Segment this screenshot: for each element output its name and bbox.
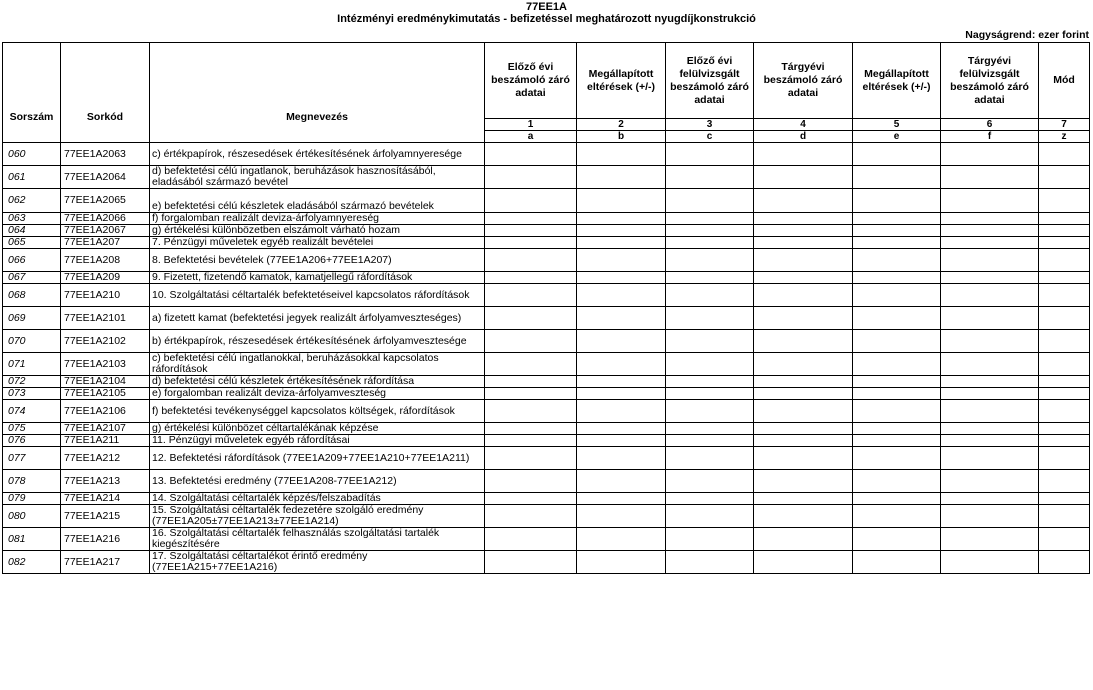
row-serial: 081 (3, 528, 61, 551)
data-cell-col-7[interactable] (1039, 330, 1090, 353)
col-header-name: Megnevezés (150, 43, 485, 143)
row-code: 77EE1A2103 (61, 353, 150, 376)
data-cell-col-2[interactable] (577, 400, 666, 423)
row-name: 15. Szolgáltatási céltartalék fedezetére szolgáló eredmény (77EE1A205±77EE1A213±77EE1A214) (150, 505, 485, 528)
data-cell-col-4[interactable] (754, 505, 853, 528)
column-number: 5 (853, 119, 941, 131)
row-serial: 080 (3, 505, 61, 528)
data-cell-col-3[interactable] (666, 213, 754, 225)
data-cell-col-7[interactable] (1039, 528, 1090, 551)
data-cell-col-2[interactable] (577, 551, 666, 574)
data-cell-col-7[interactable] (1039, 493, 1090, 505)
data-cell-col-2[interactable] (577, 284, 666, 307)
data-cell-col-6[interactable] (941, 376, 1039, 388)
table-row (3, 143, 1090, 166)
data-cell-col-3[interactable] (666, 353, 754, 376)
data-cell-col-6[interactable] (941, 447, 1039, 470)
data-cell-col-5[interactable] (853, 330, 941, 353)
data-cell-col-7[interactable] (1039, 213, 1090, 225)
data-cell-col-6[interactable] (941, 330, 1039, 353)
data-cell-col-5[interactable] (853, 551, 941, 574)
table-row (3, 166, 1090, 189)
data-cell-col-2[interactable] (577, 353, 666, 376)
data-cell-col-3[interactable] (666, 284, 754, 307)
row-name: d) befektetési célú ingatlanok, beruházások hasznosításából, eladásából származó bevétel (150, 166, 485, 189)
data-cell-col-5[interactable] (853, 528, 941, 551)
data-cell-col-1[interactable] (485, 447, 577, 470)
data-cell-col-6[interactable] (941, 213, 1039, 225)
data-cell-col-2[interactable] (577, 423, 666, 435)
data-cell-col-7[interactable] (1039, 225, 1090, 237)
col-header-7: Mód (1039, 43, 1090, 119)
data-cell-col-1[interactable] (485, 528, 577, 551)
data-cell-col-5[interactable] (853, 143, 941, 166)
row-serial: 078 (3, 470, 61, 493)
table-row (3, 435, 1090, 447)
data-cell-col-4[interactable] (754, 353, 853, 376)
row-name: 17. Szolgáltatási céltartalékot érintő eredmény (77EE1A215+77EE1A216) (150, 551, 485, 574)
table-row (3, 284, 1090, 307)
data-cell-col-7[interactable] (1039, 388, 1090, 400)
data-cell-col-1[interactable] (485, 551, 577, 574)
data-cell-col-7[interactable] (1039, 353, 1090, 376)
col-header-3: Előző évi felülvizsgált beszámoló záró adatai (666, 43, 754, 119)
table-row (3, 272, 1090, 284)
data-cell-col-6[interactable] (941, 388, 1039, 400)
row-code: 77EE1A2064 (61, 166, 150, 189)
row-serial: 079 (3, 493, 61, 505)
row-name: 9. Fizetett, fizetendő kamatok, kamatjellegű ráfordítások (150, 272, 485, 284)
data-cell-col-6[interactable] (941, 166, 1039, 189)
row-code: 77EE1A212 (61, 447, 150, 470)
data-cell-col-3[interactable] (666, 551, 754, 574)
data-cell-col-2[interactable] (577, 272, 666, 284)
data-cell-col-4[interactable] (754, 284, 853, 307)
row-code: 77EE1A2101 (61, 307, 150, 330)
data-cell-col-7[interactable] (1039, 551, 1090, 574)
data-cell-col-7[interactable] (1039, 249, 1090, 272)
data-cell-col-4[interactable] (754, 225, 853, 237)
table-row (3, 376, 1090, 388)
col-header-1: Előző évi beszámoló záró adatai (485, 43, 577, 119)
data-cell-col-2[interactable] (577, 166, 666, 189)
form-code: 77EE1A (526, 1, 567, 13)
col-header-4: Tárgyévi beszámoló záró adatai (754, 43, 853, 119)
column-letter: b (577, 131, 666, 143)
table-row (3, 470, 1090, 493)
row-name: 16. Szolgáltatási céltartalék felhasználás szolgáltatási tartalék kiegészítésére (150, 528, 485, 551)
row-name: g) értékelési különbözetben elszámolt várható hozam (150, 225, 485, 237)
row-code: 77EE1A2067 (61, 225, 150, 237)
row-code: 77EE1A207 (61, 237, 150, 249)
row-code: 77EE1A217 (61, 551, 150, 574)
data-cell-col-1[interactable] (485, 307, 577, 330)
data-cell-col-4[interactable] (754, 376, 853, 388)
data-cell-col-1[interactable] (485, 284, 577, 307)
data-cell-col-5[interactable] (853, 435, 941, 447)
row-serial: 068 (3, 284, 61, 307)
data-cell-col-6[interactable] (941, 470, 1039, 493)
row-name: d) befektetési célú készletek értékesítésének ráfordítása (150, 376, 485, 388)
row-code: 77EE1A211 (61, 435, 150, 447)
data-cell-col-6[interactable] (941, 435, 1039, 447)
row-code: 77EE1A213 (61, 470, 150, 493)
table-row (3, 505, 1090, 528)
data-cell-col-5[interactable] (853, 376, 941, 388)
row-serial: 061 (3, 166, 61, 189)
table-row (3, 353, 1090, 376)
row-code: 77EE1A2105 (61, 388, 150, 400)
data-cell-col-4[interactable] (754, 249, 853, 272)
data-cell-col-1[interactable] (485, 330, 577, 353)
data-cell-col-6[interactable] (941, 225, 1039, 237)
data-cell-col-7[interactable] (1039, 272, 1090, 284)
row-name: e) forgalomban realizált deviza-árfolyamveszteség (150, 388, 485, 400)
data-cell-col-3[interactable] (666, 272, 754, 284)
data-cell-col-5[interactable] (853, 447, 941, 470)
data-cell-col-4[interactable] (754, 237, 853, 249)
data-cell-col-6[interactable] (941, 551, 1039, 574)
data-cell-col-6[interactable] (941, 423, 1039, 435)
column-letter: c (666, 131, 754, 143)
row-code: 77EE1A2104 (61, 376, 150, 388)
data-cell-col-5[interactable] (853, 284, 941, 307)
col-header-2: Megállapított eltérések (+/-) (577, 43, 666, 119)
data-cell-col-4[interactable] (754, 272, 853, 284)
data-cell-col-3[interactable] (666, 388, 754, 400)
row-serial: 082 (3, 551, 61, 574)
data-cell-col-4[interactable] (754, 493, 853, 505)
row-serial: 063 (3, 213, 61, 225)
row-code: 77EE1A208 (61, 249, 150, 272)
column-number: 6 (941, 119, 1039, 131)
row-serial: 064 (3, 225, 61, 237)
data-cell-col-7[interactable] (1039, 376, 1090, 388)
data-cell-col-1[interactable] (485, 493, 577, 505)
table-row (3, 189, 1090, 213)
data-cell-col-7[interactable] (1039, 166, 1090, 189)
data-cell-col-5[interactable] (853, 225, 941, 237)
table-row (3, 400, 1090, 423)
row-name: 7. Pénzügyi műveletek egyéb realizált bevételei (150, 237, 485, 249)
data-cell-col-4[interactable] (754, 528, 853, 551)
table-row (3, 330, 1090, 353)
column-letter: d (754, 131, 853, 143)
data-cell-col-7[interactable] (1039, 237, 1090, 249)
data-cell-col-3[interactable] (666, 307, 754, 330)
data-cell-col-5[interactable] (853, 272, 941, 284)
column-number: 4 (754, 119, 853, 131)
row-name: f) befektetési tevékenységgel kapcsolatos költségek, ráfordítások (150, 400, 485, 423)
data-cell-col-6[interactable] (941, 189, 1039, 213)
row-code: 77EE1A209 (61, 272, 150, 284)
data-cell-col-6[interactable] (941, 249, 1039, 272)
data-cell-col-2[interactable] (577, 528, 666, 551)
data-cell-col-2[interactable] (577, 189, 666, 213)
row-name: b) értékpapírok, részesedések értékesítésének árfolyamvesztesége (150, 330, 485, 353)
data-cell-col-2[interactable] (577, 307, 666, 330)
data-cell-col-3[interactable] (666, 400, 754, 423)
table-row (3, 388, 1090, 400)
data-cell-col-1[interactable] (485, 505, 577, 528)
data-cell-col-4[interactable] (754, 400, 853, 423)
data-cell-col-1[interactable] (485, 353, 577, 376)
data-cell-col-1[interactable] (485, 225, 577, 237)
data-cell-col-3[interactable] (666, 166, 754, 189)
data-cell-col-5[interactable] (853, 213, 941, 225)
column-number: 3 (666, 119, 754, 131)
data-cell-col-1[interactable] (485, 470, 577, 493)
data-cell-col-7[interactable] (1039, 189, 1090, 213)
data-cell-col-3[interactable] (666, 330, 754, 353)
data-cell-col-5[interactable] (853, 400, 941, 423)
col-header-5: Megállapított eltérések (+/-) (853, 43, 941, 119)
data-cell-col-5[interactable] (853, 423, 941, 435)
data-cell-col-2[interactable] (577, 249, 666, 272)
table-row (3, 493, 1090, 505)
data-cell-col-6[interactable] (941, 353, 1039, 376)
row-serial: 072 (3, 376, 61, 388)
row-name: 14. Szolgáltatási céltartalék képzés/felszabadítás (150, 493, 485, 505)
row-code: 77EE1A2065 (61, 189, 150, 213)
column-letter: e (853, 131, 941, 143)
data-cell-col-3[interactable] (666, 249, 754, 272)
data-cell-col-7[interactable] (1039, 470, 1090, 493)
data-cell-col-6[interactable] (941, 237, 1039, 249)
row-name: 12. Befektetési ráfordítások (77EE1A209+77EE1A210+77EE1A211) (150, 447, 485, 470)
data-cell-col-2[interactable] (577, 237, 666, 249)
data-cell-col-1[interactable] (485, 213, 577, 225)
data-cell-col-3[interactable] (666, 189, 754, 213)
data-cell-col-1[interactable] (485, 376, 577, 388)
row-code: 77EE1A2066 (61, 213, 150, 225)
row-serial: 065 (3, 237, 61, 249)
data-cell-col-4[interactable] (754, 166, 853, 189)
data-cell-col-2[interactable] (577, 447, 666, 470)
data-cell-col-3[interactable] (666, 376, 754, 388)
table-row (3, 528, 1090, 551)
data-cell-col-5[interactable] (853, 249, 941, 272)
row-name: 8. Befektetési bevételek (77EE1A206+77EE1A207) (150, 249, 485, 272)
row-serial: 067 (3, 272, 61, 284)
row-code: 77EE1A2063 (61, 143, 150, 166)
data-cell-col-3[interactable] (666, 505, 754, 528)
data-cell-col-7[interactable] (1039, 423, 1090, 435)
data-cell-col-7[interactable] (1039, 447, 1090, 470)
data-cell-col-4[interactable] (754, 143, 853, 166)
data-cell-col-2[interactable] (577, 213, 666, 225)
data-cell-col-6[interactable] (941, 284, 1039, 307)
row-serial: 070 (3, 330, 61, 353)
row-code: 77EE1A216 (61, 528, 150, 551)
row-serial: 062 (3, 189, 61, 213)
row-name: 11. Pénzügyi műveletek egyéb ráfordításai (150, 435, 485, 447)
row-code: 77EE1A2106 (61, 400, 150, 423)
row-name: g) értékelési különbözet céltartalékának képzése (150, 423, 485, 435)
table-row (3, 225, 1090, 237)
row-code: 77EE1A215 (61, 505, 150, 528)
row-name: c) értékpapírok, részesedések értékesítésének árfolyamnyeresége (150, 143, 485, 166)
data-cell-col-1[interactable] (485, 435, 577, 447)
data-cell-col-1[interactable] (485, 423, 577, 435)
data-cell-col-1[interactable] (485, 237, 577, 249)
table-row (3, 423, 1090, 435)
data-cell-col-4[interactable] (754, 447, 853, 470)
data-cell-col-2[interactable] (577, 143, 666, 166)
data-cell-col-3[interactable] (666, 493, 754, 505)
table-row (3, 249, 1090, 272)
report-table (2, 42, 1090, 574)
row-serial: 075 (3, 423, 61, 435)
column-letter: z (1039, 131, 1090, 143)
table-body (3, 143, 1090, 574)
data-cell-col-3[interactable] (666, 237, 754, 249)
data-cell-col-2[interactable] (577, 493, 666, 505)
data-cell-col-5[interactable] (853, 189, 941, 213)
row-serial: 060 (3, 143, 61, 166)
col-header-rowcode: Sorkód (61, 43, 150, 143)
data-cell-col-3[interactable] (666, 225, 754, 237)
column-number: 1 (485, 119, 577, 131)
data-cell-col-5[interactable] (853, 493, 941, 505)
table-row (3, 551, 1090, 574)
data-cell-col-1[interactable] (485, 400, 577, 423)
data-cell-col-4[interactable] (754, 470, 853, 493)
column-number: 7 (1039, 119, 1090, 131)
data-cell-col-4[interactable] (754, 330, 853, 353)
row-name: a) fizetett kamat (befektetési jegyek realizált árfolyamveszteséges) (150, 307, 485, 330)
data-cell-col-1[interactable] (485, 388, 577, 400)
data-cell-col-6[interactable] (941, 400, 1039, 423)
data-cell-col-1[interactable] (485, 166, 577, 189)
row-serial: 076 (3, 435, 61, 447)
row-serial: 074 (3, 400, 61, 423)
data-cell-col-2[interactable] (577, 505, 666, 528)
table-row (3, 237, 1090, 249)
data-cell-col-1[interactable] (485, 143, 577, 166)
data-cell-col-5[interactable] (853, 307, 941, 330)
data-cell-col-2[interactable] (577, 330, 666, 353)
data-cell-col-3[interactable] (666, 447, 754, 470)
data-cell-col-5[interactable] (853, 237, 941, 249)
data-cell-col-5[interactable] (853, 388, 941, 400)
data-cell-col-3[interactable] (666, 435, 754, 447)
row-serial: 066 (3, 249, 61, 272)
table-row (3, 213, 1090, 225)
data-cell-col-4[interactable] (754, 213, 853, 225)
data-cell-col-1[interactable] (485, 249, 577, 272)
data-cell-col-4[interactable] (754, 423, 853, 435)
data-cell-col-5[interactable] (853, 353, 941, 376)
data-cell-col-3[interactable] (666, 528, 754, 551)
col-header-6: Tárgyévi felülvizsgált beszámoló záró adatai (941, 43, 1039, 119)
data-cell-col-2[interactable] (577, 388, 666, 400)
row-code: 77EE1A210 (61, 284, 150, 307)
data-cell-col-4[interactable] (754, 551, 853, 574)
data-cell-col-4[interactable] (754, 388, 853, 400)
table-row (3, 307, 1090, 330)
data-cell-col-4[interactable] (754, 307, 853, 330)
data-cell-col-7[interactable] (1039, 435, 1090, 447)
data-cell-col-3[interactable] (666, 143, 754, 166)
row-name: f) forgalomban realizált deviza-árfolyamnyereség (150, 213, 485, 225)
row-code: 77EE1A214 (61, 493, 150, 505)
data-cell-col-5[interactable] (853, 470, 941, 493)
row-name: c) befektetési célú ingatlanokkal, beruházásokkal kapcsolatos ráfordítások (150, 353, 485, 376)
data-cell-col-6[interactable] (941, 528, 1039, 551)
data-cell-col-2[interactable] (577, 435, 666, 447)
data-cell-col-7[interactable] (1039, 505, 1090, 528)
data-cell-col-5[interactable] (853, 166, 941, 189)
data-cell-col-6[interactable] (941, 272, 1039, 284)
data-cell-col-7[interactable] (1039, 307, 1090, 330)
data-cell-col-2[interactable] (577, 470, 666, 493)
col-header-serial: Sorszám (3, 43, 61, 143)
data-cell-col-3[interactable] (666, 470, 754, 493)
row-code: 77EE1A2107 (61, 423, 150, 435)
data-cell-col-2[interactable] (577, 225, 666, 237)
data-cell-col-4[interactable] (754, 435, 853, 447)
column-letter: a (485, 131, 577, 143)
data-cell-col-4[interactable] (754, 189, 853, 213)
data-cell-col-7[interactable] (1039, 143, 1090, 166)
row-serial: 069 (3, 307, 61, 330)
row-name: 13. Befektetési eredmény (77EE1A208-77EE1A212) (150, 470, 485, 493)
column-number: 2 (577, 119, 666, 131)
row-serial: 077 (3, 447, 61, 470)
data-cell-col-7[interactable] (1039, 284, 1090, 307)
data-cell-col-6[interactable] (941, 493, 1039, 505)
data-cell-col-7[interactable] (1039, 400, 1090, 423)
data-cell-col-6[interactable] (941, 143, 1039, 166)
row-name: 10. Szolgáltatási céltartalék befektetéseivel kapcsolatos ráfordítások (150, 284, 485, 307)
row-serial: 073 (3, 388, 61, 400)
data-cell-col-1[interactable] (485, 189, 577, 213)
data-cell-col-1[interactable] (485, 272, 577, 284)
data-cell-col-6[interactable] (941, 505, 1039, 528)
row-name: e) befektetési célú készletek eladásából származó bevételek (150, 189, 485, 213)
table-row (3, 447, 1090, 470)
data-cell-col-6[interactable] (941, 307, 1039, 330)
magnitude-note: Nagyságrend: ezer forint (965, 29, 1089, 41)
row-serial: 071 (3, 353, 61, 376)
page-title: Intézményi eredménykimutatás - befizetéssel meghatározott nyugdíjkonstrukció (337, 13, 756, 25)
data-cell-col-5[interactable] (853, 505, 941, 528)
row-code: 77EE1A2102 (61, 330, 150, 353)
data-cell-col-3[interactable] (666, 423, 754, 435)
data-cell-col-2[interactable] (577, 376, 666, 388)
column-letter: f (941, 131, 1039, 143)
